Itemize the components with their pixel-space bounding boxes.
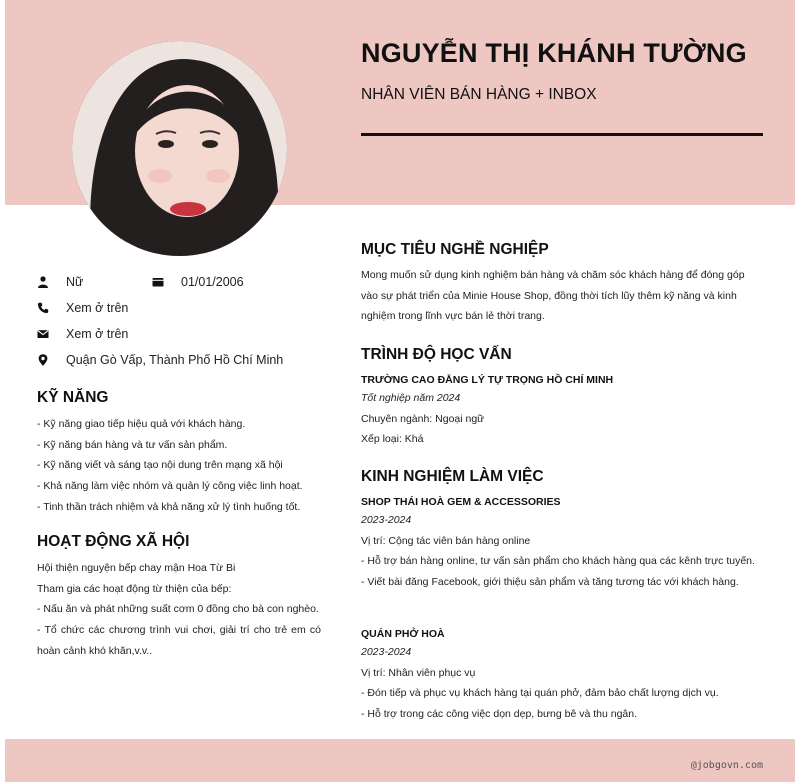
phone-icon xyxy=(37,302,49,314)
skill-item: - Tinh thần trách nhiệm và khả năng xử lý tình huống tốt. xyxy=(37,500,301,513)
education-heading: TRÌNH ĐỘ HỌC VẤN xyxy=(361,346,512,363)
education-details xyxy=(361,388,763,450)
person-icon xyxy=(37,276,49,288)
rank: Xếp loại: Khá xyxy=(361,433,424,446)
company-name: SHOP THÁI HOÀ GEM & ACCESSORIES xyxy=(361,496,561,508)
graduation-year: Tốt nghiệp năm 2024 xyxy=(361,392,461,404)
portrait-photo xyxy=(72,41,287,256)
footer-credit: @jobgovn.com xyxy=(690,760,763,771)
birthdate-value: 01/01/2006 xyxy=(181,275,244,289)
activity-line: - Tổ chức các chương trình vui chơi, giải trí cho trẻ em có hoàn cảnh khó khăn,v.v.. xyxy=(37,624,321,657)
job-position: Vị trí: Nhân viên phục vụ xyxy=(361,666,476,679)
job-details xyxy=(361,510,763,593)
gender-row xyxy=(37,275,83,289)
envelope-icon xyxy=(37,328,49,340)
title-divider xyxy=(361,133,763,136)
company-name: QUÁN PHỞ HOÀ xyxy=(361,628,445,640)
activity-line: - Nấu ăn và phát những suất cơm 0 đồng cho bà con nghèo. xyxy=(37,603,319,616)
skill-item: - Kỹ năng viết và sáng tạo nội dung trên mạng xã hội xyxy=(37,459,283,472)
email-row xyxy=(37,327,128,341)
job-period: 2023-2024 xyxy=(361,646,412,658)
address-row xyxy=(37,353,283,367)
skill-item: - Kỹ năng bán hàng và tư vấn sản phẩm. xyxy=(37,438,228,451)
skills-heading: KỸ NĂNG xyxy=(37,389,109,406)
skill-item: - Kỹ năng giao tiếp hiệu quả với khách hàng. xyxy=(37,418,246,430)
email-value: Xem ở trên xyxy=(66,327,129,341)
job-period: 2023-2024 xyxy=(361,514,412,526)
job-duty: - Đón tiếp và phục vụ khách hàng tại quán phở, đảm bảo chất lượng dịch vụ. xyxy=(361,687,719,700)
experience-heading: KINH NGHIỆM LÀM VIỆC xyxy=(361,468,544,485)
activity-line: Tham gia các hoạt động từ thiện của bếp: xyxy=(37,582,232,595)
job-position: Vị trí: Cộng tác viên bán hàng online xyxy=(361,534,531,547)
activities-heading: HOẠT ĐỘNG XÃ HỘI xyxy=(37,533,190,550)
avatar xyxy=(72,41,287,256)
job-duty: - Hỗ trợ trong các công việc dọn dẹp, bưng bê và thu ngân. xyxy=(361,708,637,721)
objective-paragraph: Mong muốn sử dụng kinh nghiệm bán hàng và chăm sóc khách hàng để đóng góp vào sự phát triển của Minie House Shop, đồng thời tích lũy thêm kỹ năng và kinh nghiệm trong lĩnh vực bán lẻ thời trang. xyxy=(361,269,745,323)
activities-text xyxy=(37,558,321,662)
footer-band xyxy=(5,739,795,782)
objective-heading: MỤC TIÊU NGHỀ NGHIỆP xyxy=(361,241,549,258)
skill-item: - Khả năng làm việc nhóm và quản lý công việc linh hoạt. xyxy=(37,480,303,493)
major: Chuyên ngành: Ngoại ngữ xyxy=(361,412,485,425)
address-value: Quận Gò Vấp, Thành Phố Hồ Chí Minh xyxy=(66,353,284,367)
job-duty: - Viết bài đăng Facebook, giới thiệu sản phẩm và tăng tương tác với khách hàng. xyxy=(361,576,739,589)
birthdate-row xyxy=(152,275,244,289)
phone-row xyxy=(37,301,128,315)
job-duty: - Hỗ trợ bán hàng online, tư vấn sản phẩm cho khách hàng qua các kênh trực tuyến. xyxy=(361,555,755,568)
objective-text xyxy=(361,265,763,327)
phone-value: Xem ở trên xyxy=(66,301,129,315)
candidate-name: NGUYỄN THỊ KHÁNH TƯỜNG xyxy=(361,38,747,68)
school-name: TRƯỜNG CAO ĐẲNG LÝ TỰ TRỌNG HỒ CHÍ MINH xyxy=(361,374,614,386)
location-pin-icon xyxy=(37,354,49,366)
calendar-icon xyxy=(152,276,164,288)
skills-list xyxy=(37,414,327,518)
activity-line: Hội thiện nguyện bếp chay mận Hoa Từ Bi xyxy=(37,562,236,574)
job-title: NHÂN VIÊN BÁN HÀNG + INBOX xyxy=(361,86,597,103)
gender-value: Nữ xyxy=(66,275,84,289)
job-details xyxy=(361,642,763,725)
